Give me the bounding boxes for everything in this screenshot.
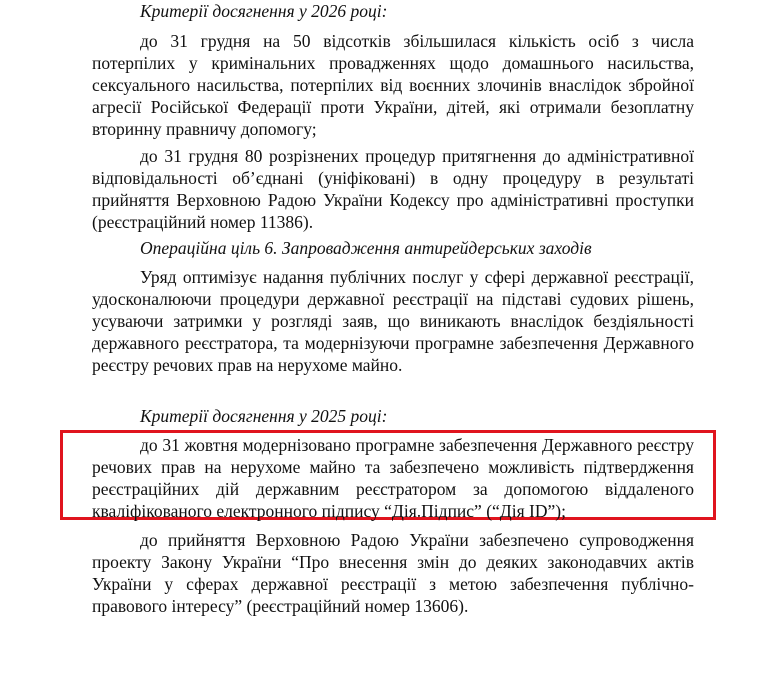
criteria-2026-heading: Критерії досягнення у 2026 році: <box>140 1 388 21</box>
operational-goal-6-heading: Операційна ціль 6. Запровадження антирейдерських заходів <box>140 238 592 258</box>
criteria-2025-paragraph-registry-modernization: до 31 жовтня модернізовано програмне забезпечення Державного реєстру речових прав на нерухоме майно та забезпечено можливість підтвердження реєстраційних дій державним реєстратором за допомогою віддаленого кваліфікованого електронного підпису “Дія.Підпис” (“Дія ID”); <box>92 435 694 521</box>
criteria-2025-heading: Критерії досягнення у 2025 році: <box>140 406 388 426</box>
criteria-2025-paragraph-law-project: до прийняття Верховною Радою України забезпечено супроводження проекту Закону України “Про внесення змін до деяких законодавчих актів України у сферах державної реєстрації з метою забезпечення публічно-правового інтересу” (реєстраційний номер 13606). <box>92 530 694 616</box>
operational-goal-6-paragraph: Уряд оптимізує надання публічних послуг у сфері державної реєстрації, удосконалюючи процедури державної реєстрації на підставі судових рішень, усуваючи затримки у розгляді заяв, що виникають внаслідок бездіяльності державного реєстратора, та модернізуючи програмне забезпечення Державного реєстру речових прав на нерухоме майно. <box>92 267 694 375</box>
criteria-2026-paragraph-admin-code: до 31 грудня 80 розрізнених процедур притягнення до адміністративної відповідальності об’єднані (уніфіковані) в одну процедуру в результаті прийняття Верховною Радою України Кодексу про адміністративні проступки (реєстраційний номер 11386). <box>92 146 694 232</box>
criteria-2026-paragraph-legal-aid: до 31 грудня на 50 відсотків збільшилася кількість осіб з числа потерпілих у кримінальних провадженнях щодо домашнього насильства, сексуального насильства, потерпілих від воєнних злочинів внаслідок збройної агресії Російської Федерації проти України, дітей, які отримали безоплатну вторинну правничу допомогу; <box>92 31 694 139</box>
